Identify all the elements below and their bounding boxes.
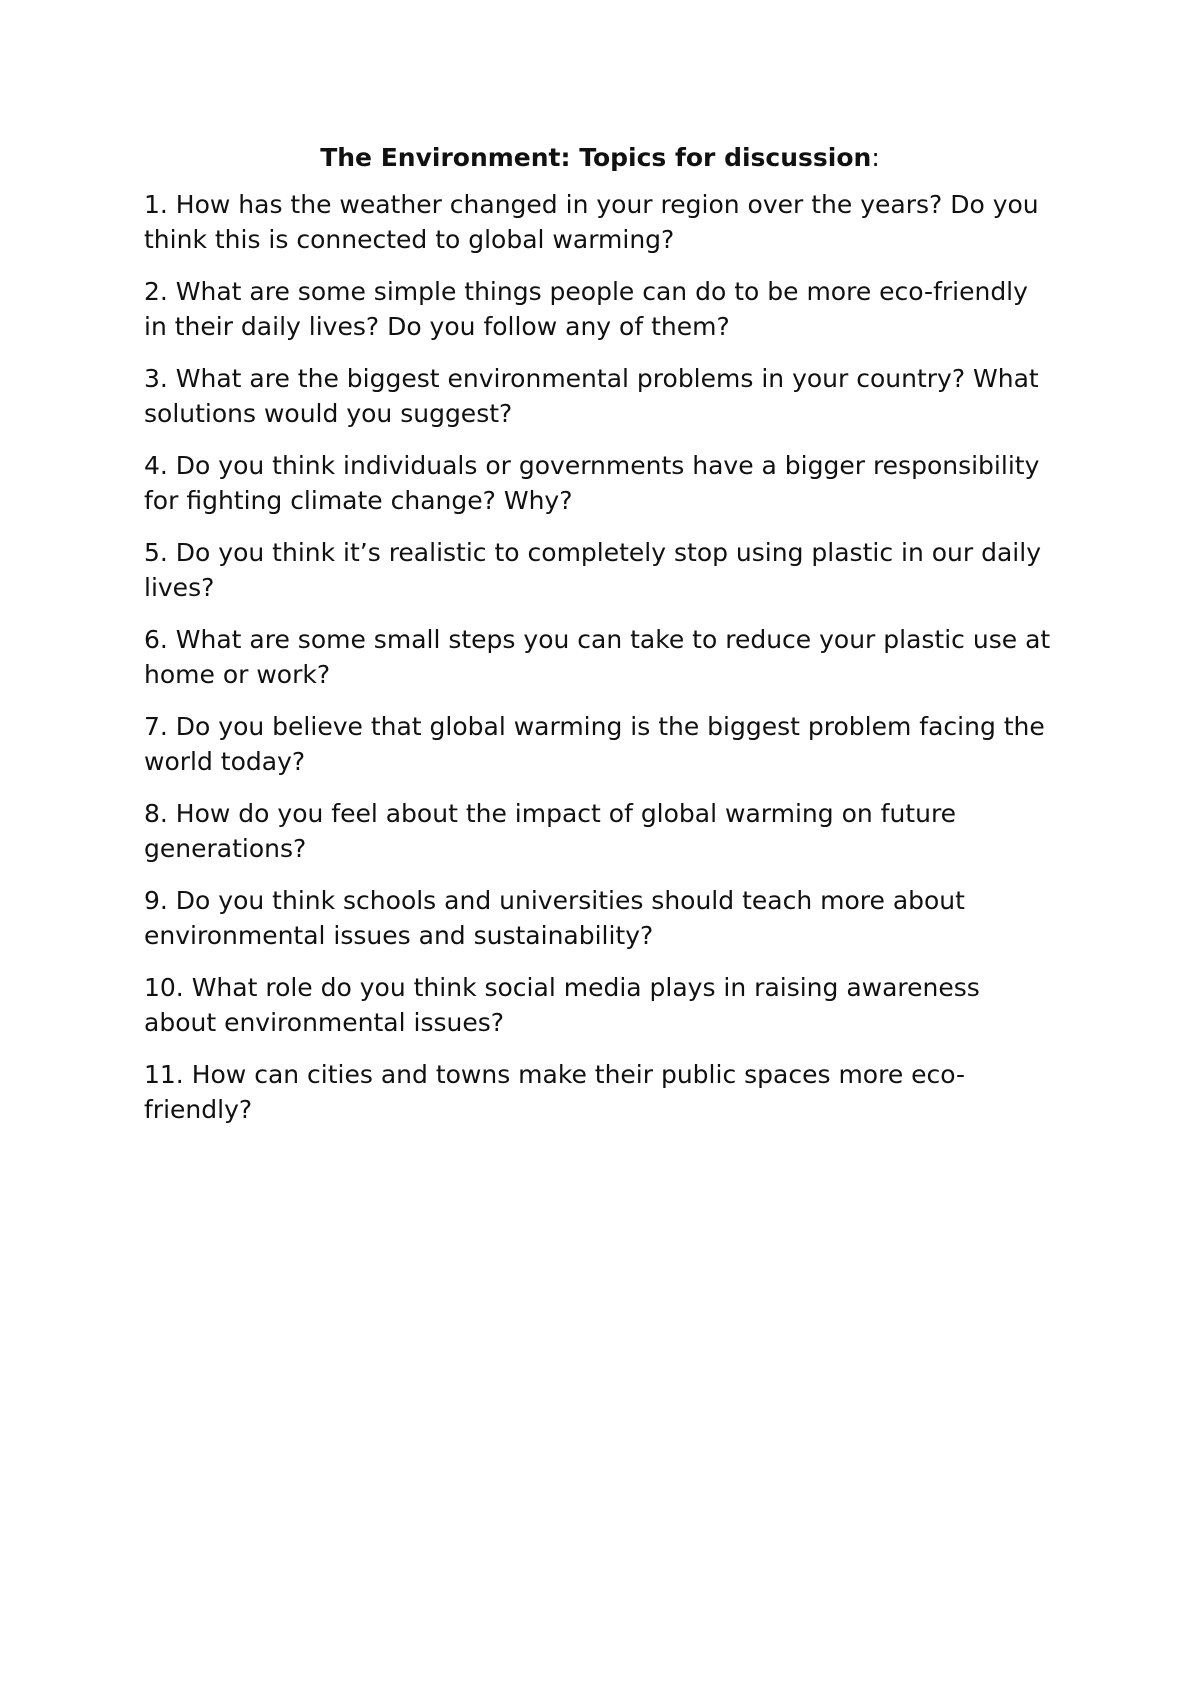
document-body xyxy=(144,140,1056,1144)
question-1: 1. How has the weather changed in your region over the years? Do you think this is connected to global warming? xyxy=(144,190,1039,254)
question-10: 10. What role do you think social media plays in raising awareness about environmental issues? xyxy=(144,973,980,1037)
page-title xyxy=(144,140,1056,175)
question-9: 9. Do you think schools and universities should teach more about environmental issues and sustainability? xyxy=(144,886,965,950)
title-text: The Environment: Topics for discussion xyxy=(320,143,872,172)
question-8: 8. How do you feel about the impact of global warming on future generations? xyxy=(144,799,957,863)
question-3: 3. What are the biggest environmental problems in your country? What solutions would you suggest? xyxy=(144,364,1039,428)
question-11: 11. How can cities and towns make their public spaces more eco-friendly? xyxy=(144,1060,966,1124)
question-6: 6. What are some small steps you can take to reduce your plastic use at home or work? xyxy=(144,625,1051,689)
question-4: 4. Do you think individuals or governments have a bigger responsibility for fighting climate change? Why? xyxy=(144,451,1040,515)
question-5: 5. Do you think it’s realistic to completely stop using plastic in our daily lives? xyxy=(144,538,1041,602)
question-7: 7. Do you believe that global warming is the biggest problem facing the world today? xyxy=(144,712,1045,776)
title-colon: : xyxy=(871,143,880,172)
question-2: 2. What are some simple things people can do to be more eco-friendly in their daily lives? Do you follow any of them? xyxy=(144,277,1028,341)
